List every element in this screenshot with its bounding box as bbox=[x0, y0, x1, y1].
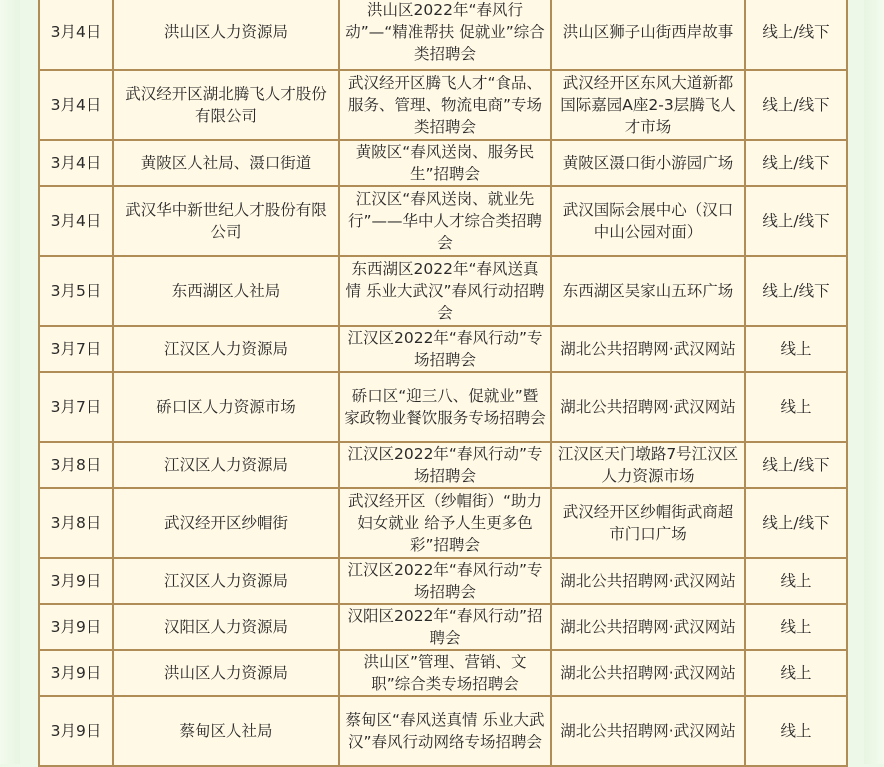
organizer-cell: 武汉经开区纱帽街 bbox=[113, 488, 339, 558]
organizer-cell: 黄陂区人社局、滠口街道 bbox=[113, 140, 339, 186]
mode-cell: 线上 bbox=[745, 326, 847, 372]
date-cell: 3月8日 bbox=[39, 442, 113, 488]
organizer-cell: 武汉经开区湖北腾飞人才股份有限公司 bbox=[113, 70, 339, 140]
venue-cell: 黄陂区滠口街小游园广场 bbox=[551, 140, 745, 186]
event-cell: 汉阳区2022年“春风行动”招聘会 bbox=[339, 604, 551, 650]
venue-cell: 武汉国际会展中心（汉口中山公园对面） bbox=[551, 186, 745, 256]
date-cell: 3月4日 bbox=[39, 70, 113, 140]
venue-cell: 湖北公共招聘网·武汉网站 bbox=[551, 326, 745, 372]
venue-cell: 湖北公共招聘网·武汉网站 bbox=[551, 696, 745, 766]
date-cell: 3月7日 bbox=[39, 326, 113, 372]
table-row bbox=[39, 650, 847, 696]
event-cell: 洪山区”管理、营销、文职”综合类专场招聘会 bbox=[339, 650, 551, 696]
venue-cell: 湖北公共招聘网·武汉网站 bbox=[551, 650, 745, 696]
organizer-cell: 蔡甸区人社局 bbox=[113, 696, 339, 766]
organizer-cell: 洪山区人力资源局 bbox=[113, 650, 339, 696]
venue-cell: 洪山区狮子山街西岸故事 bbox=[551, 0, 745, 70]
mode-cell: 线上 bbox=[745, 558, 847, 604]
mode-cell: 线上/线下 bbox=[745, 140, 847, 186]
table-row bbox=[39, 186, 847, 256]
table-row bbox=[39, 256, 847, 326]
date-cell: 3月9日 bbox=[39, 558, 113, 604]
event-cell: 江汉区2022年“春风行动”专场招聘会 bbox=[339, 558, 551, 604]
mode-cell: 线上 bbox=[745, 604, 847, 650]
table-row bbox=[39, 326, 847, 372]
event-cell: 武汉经开区腾飞人才“食品、服务、管理、物流电商”专场类招聘会 bbox=[339, 70, 551, 140]
date-cell: 3月9日 bbox=[39, 604, 113, 650]
table-row bbox=[39, 558, 847, 604]
mode-cell: 线上/线下 bbox=[745, 256, 847, 326]
organizer-cell: 东西湖区人社局 bbox=[113, 256, 339, 326]
event-cell: 洪山区2022年“春风行动”—“精准帮扶 促就业”综合类招聘会 bbox=[339, 0, 551, 70]
mode-cell: 线上 bbox=[745, 372, 847, 442]
mode-cell: 线上/线下 bbox=[745, 442, 847, 488]
organizer-cell: 江汉区人力资源局 bbox=[113, 326, 339, 372]
organizer-cell: 江汉区人力资源局 bbox=[113, 442, 339, 488]
date-cell: 3月4日 bbox=[39, 0, 113, 70]
event-cell: 东西湖区2022年“春风送真情 乐业大武汉”春风行动招聘会 bbox=[339, 256, 551, 326]
organizer-cell: 洪山区人力资源局 bbox=[113, 0, 339, 70]
venue-cell: 武汉经开区东风大道新都国际嘉园A座2-3层腾飞人才市场 bbox=[551, 70, 745, 140]
table-row bbox=[39, 488, 847, 558]
table-row bbox=[39, 140, 847, 186]
date-cell: 3月4日 bbox=[39, 186, 113, 256]
mode-cell: 线上 bbox=[745, 650, 847, 696]
date-cell: 3月9日 bbox=[39, 696, 113, 766]
date-cell: 3月5日 bbox=[39, 256, 113, 326]
left-border-decoration bbox=[0, 0, 20, 764]
date-cell: 3月7日 bbox=[39, 372, 113, 442]
venue-cell: 湖北公共招聘网·武汉网站 bbox=[551, 604, 745, 650]
mode-cell: 线上/线下 bbox=[745, 186, 847, 256]
table-row bbox=[39, 372, 847, 442]
event-cell: 江汉区2022年“春风行动”专场招聘会 bbox=[339, 442, 551, 488]
table-row bbox=[39, 604, 847, 650]
venue-cell: 湖北公共招聘网·武汉网站 bbox=[551, 372, 745, 442]
date-cell: 3月8日 bbox=[39, 488, 113, 558]
venue-cell: 湖北公共招聘网·武汉网站 bbox=[551, 558, 745, 604]
table-row bbox=[39, 696, 847, 766]
date-cell: 3月9日 bbox=[39, 650, 113, 696]
right-border-decoration bbox=[864, 0, 884, 764]
event-cell: 蔡甸区“春风送真情 乐业大武汉”春风行动网络专场招聘会 bbox=[339, 696, 551, 766]
date-cell: 3月4日 bbox=[39, 140, 113, 186]
venue-cell: 武汉经开区纱帽街武商超市门口广场 bbox=[551, 488, 745, 558]
mode-cell: 线上/线下 bbox=[745, 488, 847, 558]
organizer-cell: 硚口区人力资源市场 bbox=[113, 372, 339, 442]
job-fair-schedule-table bbox=[38, 0, 848, 767]
mode-cell: 线上/线下 bbox=[745, 0, 847, 70]
event-cell: 江汉区“春风送岗、就业先行”——华中人才综合类招聘会 bbox=[339, 186, 551, 256]
mode-cell: 线上/线下 bbox=[745, 70, 847, 140]
organizer-cell: 汉阳区人力资源局 bbox=[113, 604, 339, 650]
table-row bbox=[39, 70, 847, 140]
table-row bbox=[39, 442, 847, 488]
table-row bbox=[39, 0, 847, 70]
event-cell: 武汉经开区（纱帽街）“助力妇女就业 给予人生更多色彩”招聘会 bbox=[339, 488, 551, 558]
event-cell: 江汉区2022年“春风行动”专场招聘会 bbox=[339, 326, 551, 372]
organizer-cell: 武汉华中新世纪人才股份有限公司 bbox=[113, 186, 339, 256]
venue-cell: 江汉区天门墩路7号江汉区人力资源市场 bbox=[551, 442, 745, 488]
organizer-cell: 江汉区人力资源局 bbox=[113, 558, 339, 604]
mode-cell: 线上 bbox=[745, 696, 847, 766]
event-cell: 黄陂区“春风送岗、服务民生”招聘会 bbox=[339, 140, 551, 186]
event-cell: 硚口区“迎三八、促就业”暨家政物业餐饮服务专场招聘会 bbox=[339, 372, 551, 442]
venue-cell: 东西湖区吴家山五环广场 bbox=[551, 256, 745, 326]
